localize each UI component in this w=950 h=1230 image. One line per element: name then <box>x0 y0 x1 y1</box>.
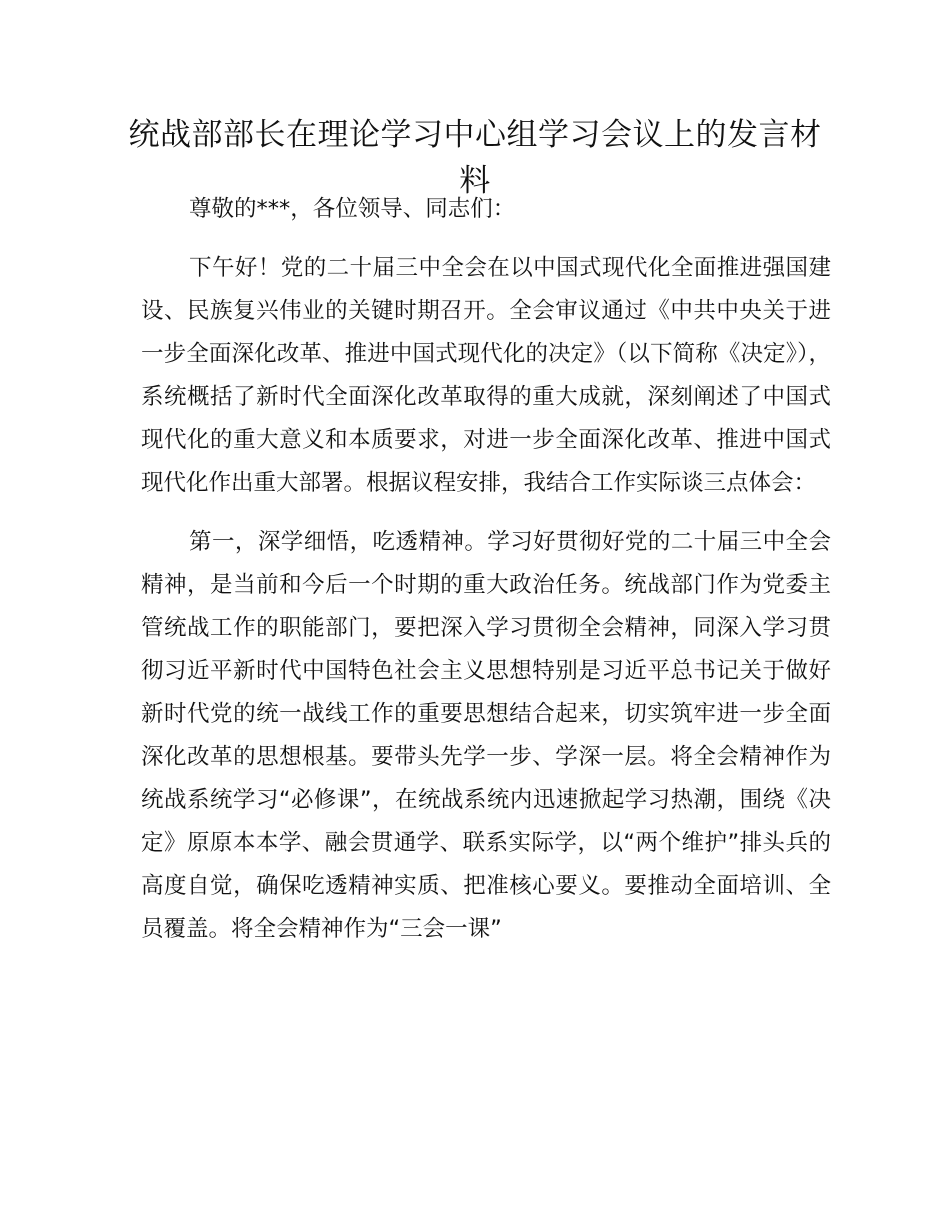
first-point-paragraph: 第一，深学细悟，吃透精神。学习好贯彻好党的二十届三中全会精神，是当前和今后一个时期的重大政治任务。统战部门作为党委主管统战工作的职能部门，要把深入学习贯彻全会精神，同深入学习贯彻习近平新时代中国特色社会主义思想特别是习近平总书记关于做好新时代党的统一战线工作的重要思想结合起来，切实筑牢进一步全面深化改革的思想根基。要带头先学一步、学深一层。将全会精神作为统战系统学习“必修课”，在统战系统内迅速掀起学习热潮，围绕《决定》原原本本学、融会贯通学、联系实际学，以“两个维护”排头兵的高度自觉，确保吃透精神实质、把准核心要义。要推动全面培训、全员覆盖。将全会精神作为“三会一课” <box>141 529 831 942</box>
document-title: 统战部部长在理论学习中心组学习会议上的发言材料 <box>128 117 822 199</box>
intro-paragraph: 下午好！党的二十届三中全会在以中国式现代化全面推进强国建设、民族复兴伟业的关键时期召开。全会审议通过《中共中央关于进一步全面深化改革、推进中国式现代化的决定》（以下简称《决定》），系统概括了新时代全面深化改革取得的重大成就，深刻阐述了中国式现代化的重大意义和本质要求，对进一步全面深化改革、推进中国式现代化作出重大部署。根据议程安排，我结合工作实际谈三点体会： <box>141 255 831 496</box>
document-body <box>141 188 831 967</box>
salutation-paragraph: 尊敬的***，各位领导、同志们： <box>189 196 516 222</box>
